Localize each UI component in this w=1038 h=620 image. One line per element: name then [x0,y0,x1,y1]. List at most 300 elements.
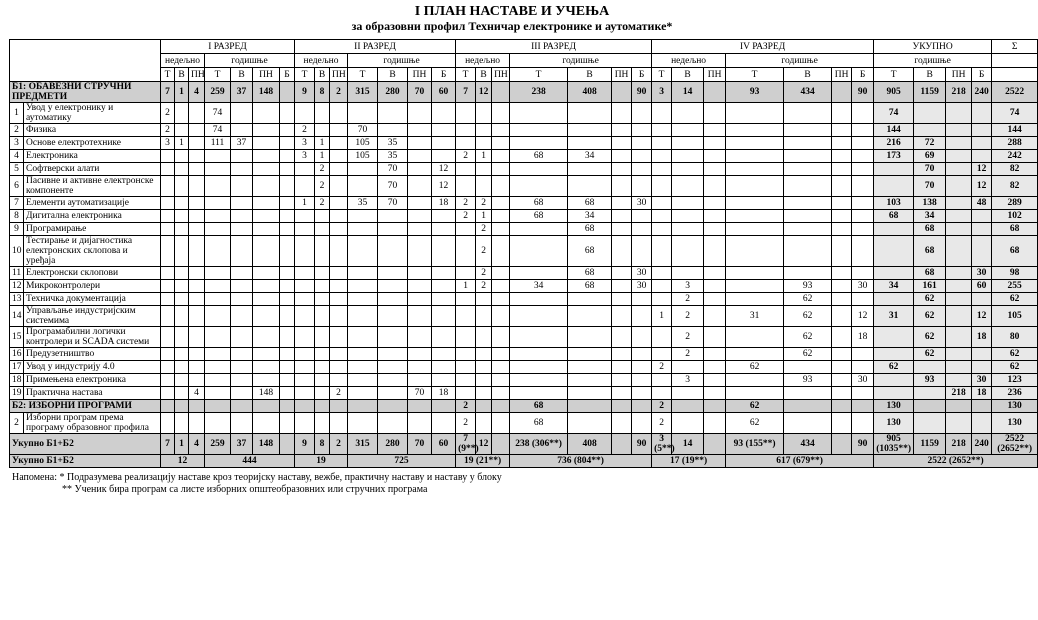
table-cell: 68 [510,197,568,210]
subject-name: Програмабилни логички контролери и SCADA системи [24,327,161,348]
table-cell [704,361,726,374]
table-cell [972,236,992,267]
table-cell [295,280,315,293]
table-cell: 62 [992,293,1038,306]
header-col-type: ПН [946,68,972,82]
header-col-type: Т [161,68,175,82]
table-cell [408,163,432,176]
table-cell [632,413,652,434]
table-cell [704,223,726,236]
summary-g2-weekly: 19 [295,455,348,468]
table-cell [161,361,175,374]
table-cell [231,374,253,387]
table-cell [612,374,632,387]
table-cell [175,210,189,223]
table-cell: 68 [914,236,946,267]
table-cell [295,348,315,361]
table-cell [348,306,378,327]
table-cell: 30 [632,197,652,210]
table-cell [378,124,408,137]
table-cell [946,236,972,267]
table-cell: 12 [476,82,492,103]
table-cell [510,124,568,137]
table-cell: 62 [992,348,1038,361]
table-cell: 69 [914,150,946,163]
table-cell [456,327,476,348]
table-cell: 90 [632,434,652,455]
table-cell: 161 [914,280,946,293]
table-cell: 7 [456,82,476,103]
table-cell [476,400,492,413]
table-cell [280,306,295,327]
table-cell: 218 [946,434,972,455]
table-cell [784,103,832,124]
table-cell: 123 [992,374,1038,387]
table-cell: 218 [946,82,972,103]
table-cell [568,137,612,150]
table-cell [476,137,492,150]
table-cell [704,267,726,280]
table-cell: 34 [568,210,612,223]
table-cell: 70 [914,163,946,176]
table-cell [612,82,632,103]
table-cell [231,197,253,210]
subject-name: Изборни програм према програму образовног профила [24,413,161,434]
table-cell: 905 [874,82,914,103]
table-cell: 18 [972,387,992,400]
table-cell: 62 [784,306,832,327]
table-cell: 68 [992,236,1038,267]
table-cell [408,327,432,348]
table-cell: 68 [568,236,612,267]
table-cell [205,387,231,400]
table-cell [330,176,348,197]
table-cell [205,361,231,374]
table-cell [652,137,672,150]
table-row [10,361,1038,374]
table-cell [874,374,914,387]
header-grade-4: IV РАЗРЕД [652,40,874,54]
table-cell [456,163,476,176]
table-cell: 12 [972,306,992,327]
header-col-type: ПН [492,68,510,82]
table-cell [704,82,726,103]
table-cell [632,210,652,223]
table-cell [726,280,784,293]
table-cell [253,103,280,124]
page-title: I ПЛАН НАСТАВЕ И УЧЕЊА [414,4,610,19]
table-cell: 3 [672,374,704,387]
table-cell: 2 [672,327,704,348]
table-cell [315,374,330,387]
table-cell [672,197,704,210]
table-cell [205,327,231,348]
table-cell [161,197,175,210]
table-cell [704,103,726,124]
section-label: Укупно Б1+Б2 [10,434,161,455]
table-cell [784,150,832,163]
table-cell [914,387,946,400]
table-cell [348,293,378,306]
table-cell [189,306,205,327]
table-cell [972,400,992,413]
table-cell [784,197,832,210]
table-cell [408,176,432,197]
table-cell [189,236,205,267]
table-cell [253,280,280,293]
table-cell [189,348,205,361]
table-cell: 68 [510,413,568,434]
table-cell [175,280,189,293]
table-row [10,210,1038,223]
table-cell: 144 [874,124,914,137]
table-cell: 2 [161,103,175,124]
table-cell [330,348,348,361]
table-cell: 3 [652,82,672,103]
table-cell [175,150,189,163]
table-cell [330,293,348,306]
table-cell [612,163,632,176]
table-cell [253,150,280,163]
table-cell: 236 [992,387,1038,400]
table-cell [726,236,784,267]
table-cell: 62 [784,348,832,361]
header-weekly: недељно [295,54,348,68]
header-col-type: Б [852,68,874,82]
table-cell [330,210,348,223]
table-cell [510,103,568,124]
table-cell [612,223,632,236]
table-cell: 1 [295,197,315,210]
header-row-grades [10,40,1038,54]
table-cell [852,236,874,267]
table-cell [295,163,315,176]
table-cell: 2 [330,387,348,400]
table-cell [253,210,280,223]
table-cell: 130 [992,400,1038,413]
table-cell [330,197,348,210]
table-cell [231,210,253,223]
table-cell: 7 [161,434,175,455]
subject-name: Микроконтролери [24,280,161,293]
subject-name: Практична настава [24,387,161,400]
table-cell [832,103,852,124]
table-cell [280,293,295,306]
table-cell: 238 [510,82,568,103]
table-cell: 12 [476,434,492,455]
curriculum-table [9,39,1038,468]
table-cell [726,103,784,124]
table-cell [348,387,378,400]
table-cell [280,197,295,210]
table-cell [315,327,330,348]
table-cell: 60 [972,280,992,293]
table-cell [632,176,652,197]
table-cell [231,306,253,327]
table-cell [280,176,295,197]
table-cell [161,280,175,293]
table-cell [492,210,510,223]
table-cell [832,82,852,103]
table-cell [704,374,726,387]
table-cell [315,387,330,400]
table-cell [295,223,315,236]
table-row [10,82,1038,103]
table-cell [784,137,832,150]
header-col-type: Б [972,68,992,82]
table-cell: 1 [315,150,330,163]
table-cell [704,176,726,197]
header-col-type: Т [456,68,476,82]
table-cell: 2 [161,124,175,137]
table-cell: 70 [914,176,946,197]
table-cell: 2 [315,163,330,176]
table-cell [378,400,408,413]
table-cell: 31 [726,306,784,327]
table-cell [852,124,874,137]
table-cell [784,124,832,137]
table-cell [832,413,852,434]
table-cell [231,236,253,267]
table-cell [432,327,456,348]
table-cell: 1159 [914,82,946,103]
table-cell [408,374,432,387]
table-cell [784,400,832,413]
table-cell [189,293,205,306]
table-cell [852,361,874,374]
table-cell [408,223,432,236]
table-cell [280,374,295,387]
table-cell: 9 [295,82,315,103]
note-2: ** Ученик бира програм са листе изборних општеобразовних или стручних програма [62,484,428,495]
table-cell [632,236,652,267]
table-cell [972,223,992,236]
table-cell: 148 [253,434,280,455]
table-cell [492,150,510,163]
header-col-type: Т [726,68,784,82]
table-cell: 34 [874,280,914,293]
table-row [10,306,1038,327]
table-cell: 30 [852,280,874,293]
table-cell [832,374,852,387]
header-col-type: Б [280,68,295,82]
table-cell: 4 [189,82,205,103]
header-col-type: Б [432,68,456,82]
table-cell: 35 [348,197,378,210]
table-cell [253,267,280,280]
table-cell: 34 [510,280,568,293]
table-cell [672,267,704,280]
table-cell [946,150,972,163]
table-cell [161,327,175,348]
summary-g3-weekly: 19 (21**) [456,455,510,468]
table-cell [253,348,280,361]
table-cell [295,413,315,434]
table-cell: 1 [175,434,189,455]
table-cell [189,176,205,197]
table-cell [408,413,432,434]
table-cell [874,348,914,361]
table-cell [704,137,726,150]
table-cell [492,306,510,327]
table-cell [652,124,672,137]
table-cell [456,267,476,280]
table-cell [476,387,492,400]
table-cell [231,361,253,374]
header-row-types [10,68,1038,82]
table-cell [456,137,476,150]
table-cell [175,103,189,124]
table-cell [510,361,568,374]
table-cell [295,306,315,327]
table-cell: 130 [874,413,914,434]
table-cell [175,413,189,434]
table-cell [330,124,348,137]
header-col-type: В [476,68,492,82]
table-cell [348,163,378,176]
table-cell [189,103,205,124]
table-cell [175,348,189,361]
table-cell [874,163,914,176]
table-cell [568,103,612,124]
summary-total: 2522 (2652**) [874,455,1038,468]
header-col-type: ПН [408,68,432,82]
table-cell [330,103,348,124]
table-cell [205,413,231,434]
table-cell [704,400,726,413]
table-cell [492,103,510,124]
table-cell [832,210,852,223]
table-cell [568,361,612,374]
header-yearly: годишње [348,54,456,68]
table-cell [914,400,946,413]
table-cell [612,197,632,210]
table-cell: 4 [189,434,205,455]
table-cell [175,163,189,176]
table-cell [205,163,231,176]
table-cell [408,293,432,306]
table-cell [832,267,852,280]
table-cell [784,413,832,434]
table-cell [510,267,568,280]
header-col-type: В [175,68,189,82]
header-col-type: ПН [330,68,348,82]
table-cell [784,210,832,223]
table-cell [492,223,510,236]
table-cell [378,361,408,374]
table-cell: 82 [992,163,1038,176]
table-cell: 259 [205,82,231,103]
table-cell [161,176,175,197]
table-cell [612,137,632,150]
table-cell: 90 [632,82,652,103]
table-cell [161,374,175,387]
table-cell [161,348,175,361]
table-cell [231,150,253,163]
table-cell: 130 [874,400,914,413]
table-cell: 62 [914,306,946,327]
table-cell [378,223,408,236]
table-cell [874,327,914,348]
table-cell [348,103,378,124]
table-cell [432,267,456,280]
table-cell: 80 [992,327,1038,348]
table-cell: 68 [568,267,612,280]
table-cell [348,176,378,197]
table-cell [378,348,408,361]
table-cell [492,434,510,455]
row-number: 8 [10,210,24,223]
table-cell [784,163,832,176]
table-cell [612,103,632,124]
header-grade-1: I РАЗРЕД [161,40,295,54]
table-cell: 12 [972,163,992,176]
table-cell: 35 [378,137,408,150]
table-cell: 74 [205,103,231,124]
table-cell [408,150,432,163]
header-empty [10,40,161,82]
table-cell: 60 [432,82,456,103]
summary-g4-weekly: 17 (19**) [652,455,726,468]
table-cell: 34 [914,210,946,223]
table-cell [175,361,189,374]
row-number: 4 [10,150,24,163]
table-cell: 2 [652,400,672,413]
table-cell [330,236,348,267]
table-cell [378,236,408,267]
table-row [10,327,1038,348]
table-cell [295,374,315,387]
table-cell [161,267,175,280]
table-cell [632,348,652,361]
table-cell: 14 [672,434,704,455]
table-cell [348,327,378,348]
table-cell: 70 [348,124,378,137]
table-cell [348,374,378,387]
table-cell: 130 [992,413,1038,434]
table-cell [726,150,784,163]
table-cell [852,103,874,124]
table-cell [510,306,568,327]
table-cell [189,150,205,163]
table-cell: 315 [348,434,378,455]
table-cell [408,306,432,327]
table-cell [432,236,456,267]
table-cell: 2 [330,82,348,103]
table-cell [231,176,253,197]
table-cell: 12 [432,176,456,197]
table-cell [280,124,295,137]
table-cell: 1 [456,280,476,293]
summary-g2-yearly: 725 [348,455,456,468]
table-cell: 68 [914,223,946,236]
header-sigma-empty [992,68,1038,82]
table-cell [315,223,330,236]
table-cell [704,280,726,293]
header-col-type: ПН [612,68,632,82]
table-cell [492,236,510,267]
table-cell [231,223,253,236]
table-cell [946,223,972,236]
table-cell [378,374,408,387]
table-cell [726,124,784,137]
table-cell: 138 [914,197,946,210]
table-cell: 9 [295,434,315,455]
table-cell [315,280,330,293]
table-cell [852,348,874,361]
table-cell: 2 [456,400,476,413]
table-cell [330,361,348,374]
